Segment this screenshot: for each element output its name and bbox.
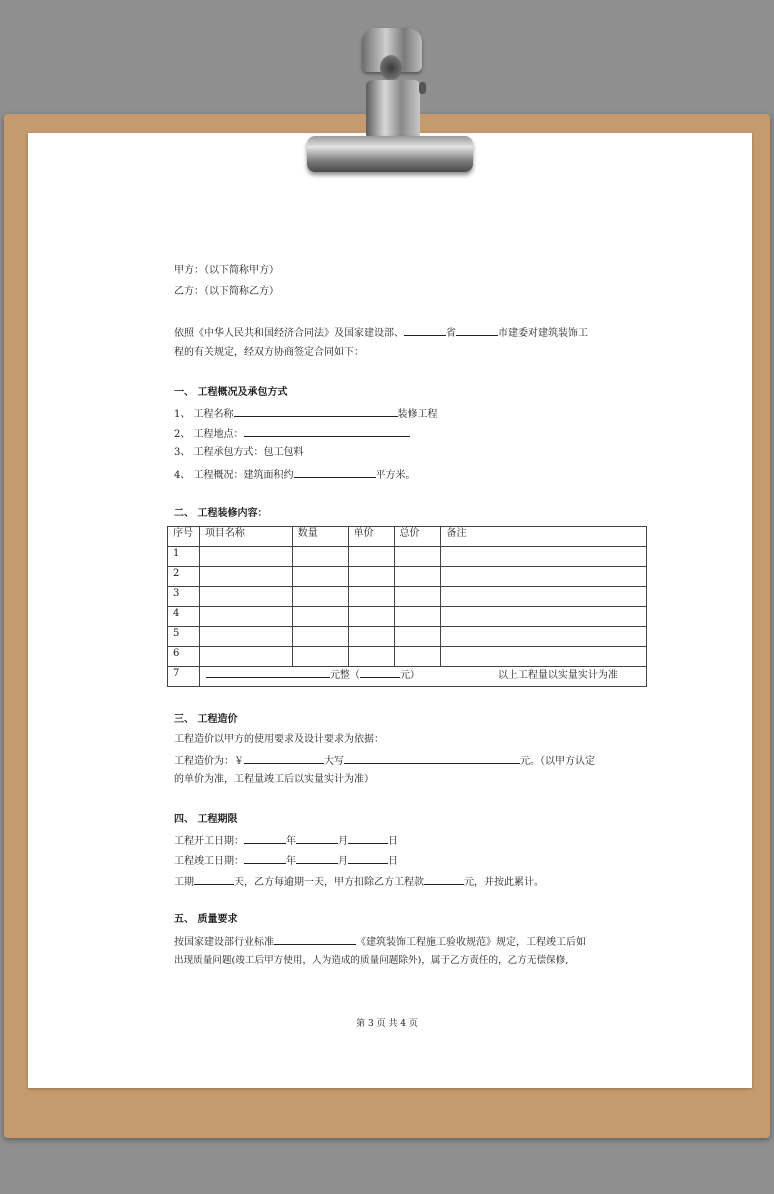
s1-item-1 xyxy=(174,406,438,422)
s3-price-label: 工程造价为：￥ xyxy=(174,756,244,767)
cell[interactable] xyxy=(199,647,292,667)
cell[interactable] xyxy=(348,647,394,667)
blank-penalty-amount xyxy=(424,874,464,885)
blank-area xyxy=(294,467,376,478)
year-label: 年 xyxy=(286,836,296,847)
cell[interactable] xyxy=(394,627,441,647)
row-no: 5 xyxy=(168,627,200,647)
blank-province xyxy=(404,325,446,336)
blank-total-amount[interactable] xyxy=(206,667,330,678)
s4-end-date xyxy=(174,853,398,869)
total-yuan: 元） xyxy=(399,670,420,681)
blank-end-year xyxy=(244,853,286,864)
intro-city: 市建委对建筑装饰工 xyxy=(498,328,588,339)
cell[interactable] xyxy=(292,607,348,627)
cell[interactable] xyxy=(441,607,647,627)
table-row xyxy=(168,607,647,627)
cell[interactable] xyxy=(199,587,292,607)
header-item-name: 项目名称 xyxy=(199,527,292,547)
s4-penalty-text: 天，乙方每逾期一天，甲方扣除乙方工程款 xyxy=(234,877,424,888)
s1-item-1-label: 1、 工程名称 xyxy=(174,409,234,420)
s5-standard-label: 按国家建设部行业标准 xyxy=(174,937,274,948)
month-label: 月 xyxy=(338,836,348,847)
cell[interactable] xyxy=(348,587,394,607)
s3-capital-label: 大写 xyxy=(324,756,344,767)
cell[interactable] xyxy=(394,567,441,587)
cell[interactable] xyxy=(292,547,348,567)
s4-end-label: 工程竣工日期： xyxy=(174,856,244,867)
blank-project-location xyxy=(244,426,410,437)
total-yuan-zheng: 元整（ xyxy=(329,670,360,681)
table-row xyxy=(168,567,647,587)
total-note: 以上工程量以实量实计为准 xyxy=(497,670,618,681)
day-label: 日 xyxy=(388,836,398,847)
cell[interactable] xyxy=(199,607,292,627)
month-label: 月 xyxy=(338,856,348,867)
cell[interactable] xyxy=(441,567,647,587)
blank-total-small[interactable] xyxy=(360,667,400,678)
blank-end-day xyxy=(348,853,388,864)
intro-province: 省 xyxy=(446,328,456,339)
s1-item-4-suffix: 平方米。 xyxy=(375,470,416,481)
section-5-title: 五、 质量要求 xyxy=(174,914,238,925)
blank-start-month xyxy=(296,833,338,844)
blank-start-day xyxy=(348,833,388,844)
cell[interactable] xyxy=(394,607,441,627)
cell[interactable] xyxy=(199,567,292,587)
section-3-title: 三、 工程造价 xyxy=(174,714,238,725)
cell[interactable] xyxy=(394,647,441,667)
cell[interactable] xyxy=(292,627,348,647)
cell[interactable] xyxy=(348,547,394,567)
s4-penalty xyxy=(174,874,544,890)
cell[interactable] xyxy=(199,547,292,567)
table-row xyxy=(168,587,647,607)
s4-penalty-suffix: 元，并按此累计。 xyxy=(464,877,544,888)
s1-item-4 xyxy=(174,467,416,483)
page-number-footer: 第 3 页 共 4 页 xyxy=(356,1019,418,1029)
row-no: 2 xyxy=(168,567,200,587)
cell[interactable] xyxy=(441,547,647,567)
year-label: 年 xyxy=(286,856,296,867)
s4-start-date xyxy=(174,833,398,849)
section-1-title: 一、 工程概况及承包方式 xyxy=(174,387,288,398)
s3-line-3: 的单价为准，工程量竣工后以实量实计为准） xyxy=(174,774,374,785)
cell[interactable] xyxy=(292,587,348,607)
blank-period-days xyxy=(194,874,234,885)
s1-item-2 xyxy=(174,426,410,442)
s1-item-2-label: 2、 工程地点： xyxy=(174,429,244,440)
blank-project-name xyxy=(234,406,398,417)
blank-city xyxy=(456,325,498,336)
cell[interactable] xyxy=(348,627,394,647)
s1-item-1-suffix: 装修工程 xyxy=(397,409,438,420)
s1-item-3: 3、 工程承包方式：包工包料 xyxy=(174,447,304,458)
cell[interactable] xyxy=(348,567,394,587)
s4-start-label: 工程开工日期： xyxy=(174,836,244,847)
intro-line-2: 程的有关规定，经双方协商签定合同如下： xyxy=(174,347,364,358)
s3-line-2 xyxy=(174,753,595,769)
cell[interactable] xyxy=(441,627,647,647)
header-remarks: 备注 xyxy=(441,527,647,547)
row-no: 7 xyxy=(168,667,200,687)
cell[interactable] xyxy=(441,647,647,667)
s5-standard-text: 《建筑装饰工程施工验收规范》规定，工程竣工后如 xyxy=(356,937,586,948)
table-row xyxy=(168,647,647,667)
blank-price-capital xyxy=(344,753,520,764)
s3-line-1: 工程造价以甲方的使用要求及设计要求为依据： xyxy=(174,734,384,745)
blank-standard xyxy=(274,934,356,945)
table-total-row xyxy=(168,667,647,687)
blank-end-month xyxy=(296,853,338,864)
cell[interactable] xyxy=(348,607,394,627)
total-cell xyxy=(199,667,646,687)
intro-line-1 xyxy=(174,325,588,341)
cell[interactable] xyxy=(292,567,348,587)
table-header-row xyxy=(168,527,647,547)
row-no: 1 xyxy=(168,547,200,567)
decoration-items-table xyxy=(167,526,647,687)
blank-price-number xyxy=(244,753,324,764)
section-2-title: 二、 工程装修内容： xyxy=(174,508,268,519)
table-row xyxy=(168,547,647,567)
binder-clip-notch xyxy=(419,82,426,94)
cell[interactable] xyxy=(292,647,348,667)
blank-start-year xyxy=(244,833,286,844)
table-row xyxy=(168,627,647,647)
party-b-line: 乙方：（以下简称乙方） xyxy=(174,286,279,297)
s5-line-2: 出现质量问题(竣工后甲方使用，人为造成的质量问题除外)，属于乙方责任的，乙方无偿保修, xyxy=(174,955,569,966)
section-4-title: 四、 工程期限 xyxy=(174,814,238,825)
row-no: 6 xyxy=(168,647,200,667)
cell[interactable] xyxy=(394,587,441,607)
s5-line-1 xyxy=(174,934,586,950)
party-a-line: 甲方：（以下简称甲方） xyxy=(174,265,279,276)
header-unit-price: 单价 xyxy=(348,527,394,547)
cell[interactable] xyxy=(394,547,441,567)
row-no: 3 xyxy=(168,587,200,607)
header-no: 序号 xyxy=(168,527,200,547)
binder-clip-hole xyxy=(380,55,402,81)
s1-item-4-label: 4、 工程概况：建筑面积约 xyxy=(174,470,294,481)
cell[interactable] xyxy=(199,627,292,647)
s4-period-label: 工期 xyxy=(174,877,194,888)
binder-clip-arm xyxy=(366,80,420,140)
intro-text: 依照《中华人民共和国经济合同法》及国家建设部、 xyxy=(174,328,404,339)
day-label: 日 xyxy=(388,856,398,867)
binder-clip-base xyxy=(307,136,473,172)
cell[interactable] xyxy=(441,587,647,607)
header-quantity: 数量 xyxy=(292,527,348,547)
s3-yuan-note: 元。（以甲方认定 xyxy=(520,756,595,767)
row-no: 4 xyxy=(168,607,200,627)
header-total: 总价 xyxy=(394,527,441,547)
